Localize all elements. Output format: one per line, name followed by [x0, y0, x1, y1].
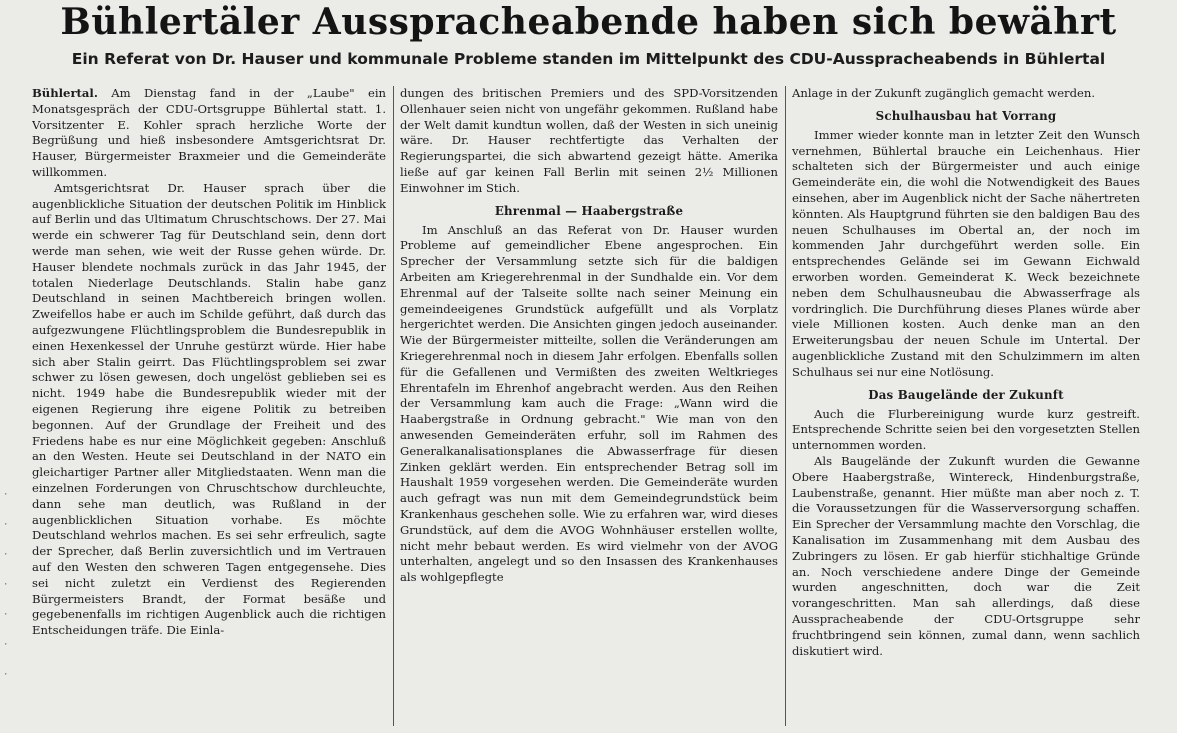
column-rule-right [785, 86, 786, 726]
article-column-2 [400, 86, 778, 728]
paragraph-text: Am Dienstag fand in der „Laube" ein Monatsgespräch der CDU-Ortsgruppe Bühlertal statt. 1. Vorsitzenter E. Kohler sprach herzliche Worte der Begrüßung und hieß insbesondere Amtsgerichtsrat Dr. Hauser, Bürgermeister Braxmeier und die Gemeinderäte willkommen. [32, 86, 386, 179]
article-column-1 [32, 86, 386, 728]
section-heading-ehrenmal: Ehrenmal — Haabergstraße [494, 203, 684, 218]
article-paragraph: Anlage in der Zukunft zugänglich gemacht werden. [792, 86, 1096, 100]
article-subheadline: Ein Referat von Dr. Hauser und kommunale Probleme standen im Mittelpunkt des CDU-Ausspracheabends in Bühlertal [71, 50, 1106, 68]
article-paragraph [32, 86, 386, 181]
article-paragraph: dungen des britischen Premiers und des SPD-Vorsitzenden Ollenhauer seien nicht von ungefähr gekommen. Rußland habe der Welt damit kundtun wollen, daß der Westen in sich uneinig wäre. Dr. Hauser rechtfertigte das Verhalten der Regierungspartei, die sich abwartend gezeigt hätte. Amerika ließe auf gar keinen Fall Berlin mit seinen 2½ Millionen Einwohner im Stich. [400, 86, 778, 195]
column-rule-left [393, 86, 394, 726]
article-headline: Bühlertäler Ausspracheabende haben sich bewährt [60, 1, 1117, 43]
dateline: Bühlertal. [32, 86, 98, 100]
article-paragraph: Als Baugelände der Zukunft wurden die Gewanne Obere Haabergstraße, Wintereck, Hindenburgstraße, Laubenstraße, genannt. Hier müßte man aber noch z. T. die Voraussetzungen für die Wasserversorgung schaffen. Ein Sprecher der Versammlung machte den Vorschlag, die Kanalisation im Zusammenhang mit dem Ausbau des Zubringers zu lösen. Er gab hierfür stichhaltige Gründe an. Noch verschiedene andere Dinge der Gemeinde wurden angeschnitten, doch war die Zeit vorangeschritten. Man sah allerdings, daß diese Ausspracheabende der CDU-Ortsgruppe sehr fruchtbringend sein können, zumal dann, wenn sachlich diskutiert wird. [792, 453, 1140, 658]
section-heading-baugelaende: Das Baugelände der Zukunft [868, 387, 1064, 402]
article-column-3 [792, 86, 1140, 728]
article-paragraph: Auch die Flurbereinigung wurde kurz gestreift. Entsprechende Schritte seien bei den vorgesetzten Stellen unternommen worden. [792, 406, 1140, 453]
article-paragraph: Amtsgerichtsrat Dr. Hauser sprach über die augenblickliche Situation der deutschen Politik im Hinblick auf Berlin und das Ultimatum Chruschtschows. Der 27. Mai werde ein schwerer Tag für Deutschland sein, denn dort werde man sehen, wie weit der Russe gehen würde. Dr. Hauser blendete nochmals zurück in das Jahr 1945, der totalen Niederlage Deutschlands. Stalin habe ganz Deutschland in seinen Machtbereich bringen wollen. Zweifellos habe er auch im Schilde geführt, daß durch das aufgezwungene Flüchtlingsproblem die Bundesrepublik in einen Hexenkessel der Unruhe gestürzt würde. Hier habe sich aber Stalin geirrt. Das Flüchtlingsproblem sei zwar schwer zu lösen gewesen, doch ungelöst geblieben sei es nicht. 1949 habe die Bundesrepublik wieder mit der eigenen Regierung ihre eigene Politik zu betreiben begonnen. Auf der Grundlage der Freiheit und des Friedens habe es nur eine Möglichkeit gegeben: Anschluß an den Westen. Heute sei Deutschland in der NATO ein gleichartiger Partner aller Mitgliedstaaten. Wenn man die einzelnen Forderungen von Chruschtschow durchleuchte, dann sehe man deutlich, was Rußland in der augenblicklichen Situation vorhabe. Es möchte Deutschland wehrlos machen. Es sei sehr erfreulich, sagte der Sprecher, daß Berlin zuversichtlich und im Vertrauen auf den Westen den schweren Tagen entgegensehe. Dies sei nicht zuletzt ein Verdienst des Regierenden Bürgermeisters Brandt, der Format besäße und gegebenenfalls im richtigen Augenblick auch die richtigen Entscheidungen träfe. Die Einla- [32, 180, 386, 638]
clipping-edge-marks: · · · · · · · [3, 490, 9, 680]
article-paragraph: Immer wieder konnte man in letzter Zeit den Wunsch vernehmen, Bühlertal brauche ein Leichenhaus. Hier schalteten sich der Bürgermeister und auch einige Gemeinderäte ein, die wohl die Notwendigkeit des Baues einsehen, aber im Augenblick nicht der Sache nähertreten könnten. Als Hauptgrund führten sie den baldigen Bau des neuen Schulhauses im Obertal an, der noch im kommenden Jahr durchgeführt werden solle. Ein entsprechendes Gelände sei im Gewann Eichwald erworben worden. Gemeinderat K. Weck bezeichnete neben dem Schulhausneubau die Abwasserfrage als vordringlich. Die Durchführung dieses Planes würde aber viele Millionen kosten. Auch denke man an den Erweiterungsbau der neuen Schule im Untertal. Der augenblickliche Zustand mit den Schulzimmern im alten Schulhaus sei nur eine Notlösung. [792, 127, 1140, 379]
article-paragraph: Im Anschluß an das Referat von Dr. Hauser wurden Probleme auf gemeindlicher Ebene angesprochen. Ein Sprecher der Versammlung setzte sich für die baldigen Arbeiten am Kriegerehrenmal in der Sundhalde ein. Vor dem Ehrenmal auf der Talseite sollte nach seiner Meinung ein gemeindeeigenes Grundstück aufgefüllt und als Vorplatz hergerichtet werden. Die Ansichten gingen jedoch auseinander. Wie der Bürgermeister mitteilte, sollen die Veränderungen am Kriegerehrenmal noch in diesem Jahr erfolgen. Ebenfalls sollen für die Gefallenen und Vermißten des zweiten Weltkrieges Ehrentafeln im Ehrenhof angebracht werden. Aus den Reihen der Versammlung kam auch die Frage: „Wann wird die Haabergstraße in Ordnung gebracht." Wie man von den anwesenden Gemeinderäten erfuhr, soll im Rahmen des Generalkanalisationsplanes die Abwasserfrage für diesen Zinken geklärt werden. Ein entsprechender Betrag soll im Haushalt 1959 vorgesehen werden. Die Gemeinderäte wurden auch gefragt was nun mit dem Gemeindegrundstück beim Krankenhaus geschehen solle. Wie zu erfahren war, wird dieses Grundstück, auf dem die AVOG Wohnhäuser erstellen wollte, nicht mehr bebaut werden. Es wird vielmehr von der AVOG unterhalten, angelegt und so den Insassen des Krankenhauses als wohlgepflegte [400, 222, 778, 585]
section-heading-schulhaus: Schulhausbau hat Vorrang [875, 108, 1057, 123]
